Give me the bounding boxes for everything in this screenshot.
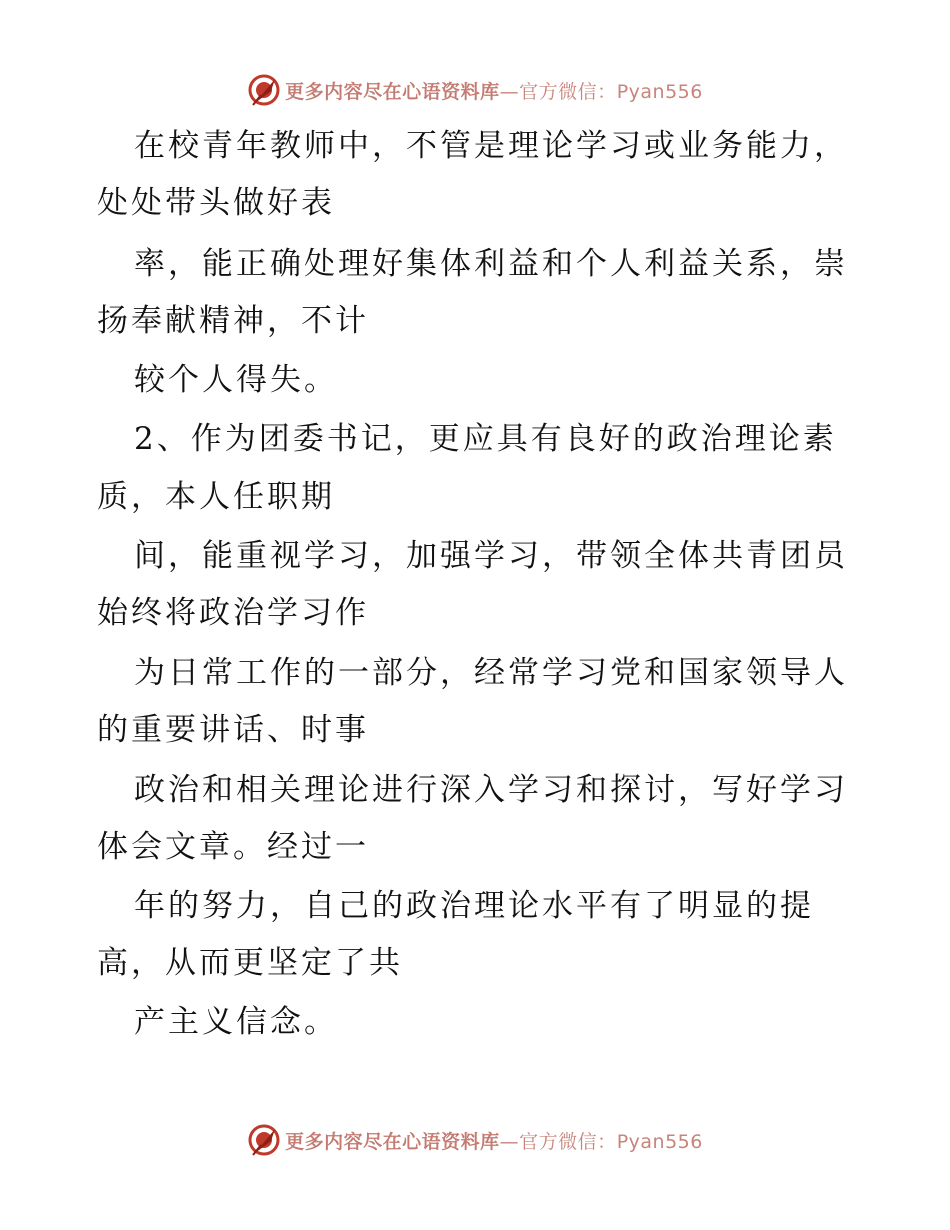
text-line: 高，从而更坚定了共 bbox=[97, 945, 403, 981]
watermark-wechat-id: Pyan556 bbox=[616, 1130, 703, 1153]
watermark-site-text: 更多内容尽在心语资料库 bbox=[285, 1130, 500, 1153]
watermark-separator: — bbox=[499, 1130, 520, 1153]
text-line: 间，能重视学习，加强学习，带领全体共青团员 bbox=[134, 538, 848, 574]
text-line: 始终将政治学习作 bbox=[97, 595, 369, 631]
text-line: 较个人得失。 bbox=[134, 362, 338, 398]
text-line: 为日常工作的一部分，经常学习党和国家领导人 bbox=[134, 655, 848, 691]
watermark-wechat-label: 官方微信： bbox=[519, 80, 617, 103]
text-line: 扬奉献精神，不计 bbox=[97, 303, 369, 339]
watermark-site-text: 更多内容尽在心语资料库 bbox=[285, 80, 500, 103]
text-line: 2、作为团委书记，更应具有良好的政治理论素 bbox=[134, 421, 837, 457]
text-line: 处处带头做好表 bbox=[97, 185, 335, 221]
text-line: 率，能正确处理好集体利益和个人利益关系，崇 bbox=[134, 246, 848, 282]
text-line: 产主义信念。 bbox=[134, 1004, 338, 1040]
watermark-wechat-label: 官方微信： bbox=[519, 1130, 617, 1153]
watermark-separator: — bbox=[499, 80, 520, 103]
text-line: 质，本人任职期 bbox=[97, 479, 335, 515]
quill-seal-logo-icon bbox=[247, 1123, 281, 1157]
watermark-footer bbox=[0, 1120, 950, 1160]
watermark-wechat-id: Pyan556 bbox=[616, 80, 703, 103]
text-line: 在校青年教师中，不管是理论学习或业务能力， bbox=[134, 128, 848, 164]
watermark-text bbox=[285, 1127, 703, 1154]
text-line: 年的努力，自己的政治理论水平有了明显的提 bbox=[134, 888, 814, 924]
text-line: 体会文章。经过一 bbox=[97, 829, 369, 865]
text-line: 政治和相关理论进行深入学习和探讨，写好学习 bbox=[134, 772, 848, 808]
text-line: 的重要讲话、时事 bbox=[97, 712, 369, 748]
